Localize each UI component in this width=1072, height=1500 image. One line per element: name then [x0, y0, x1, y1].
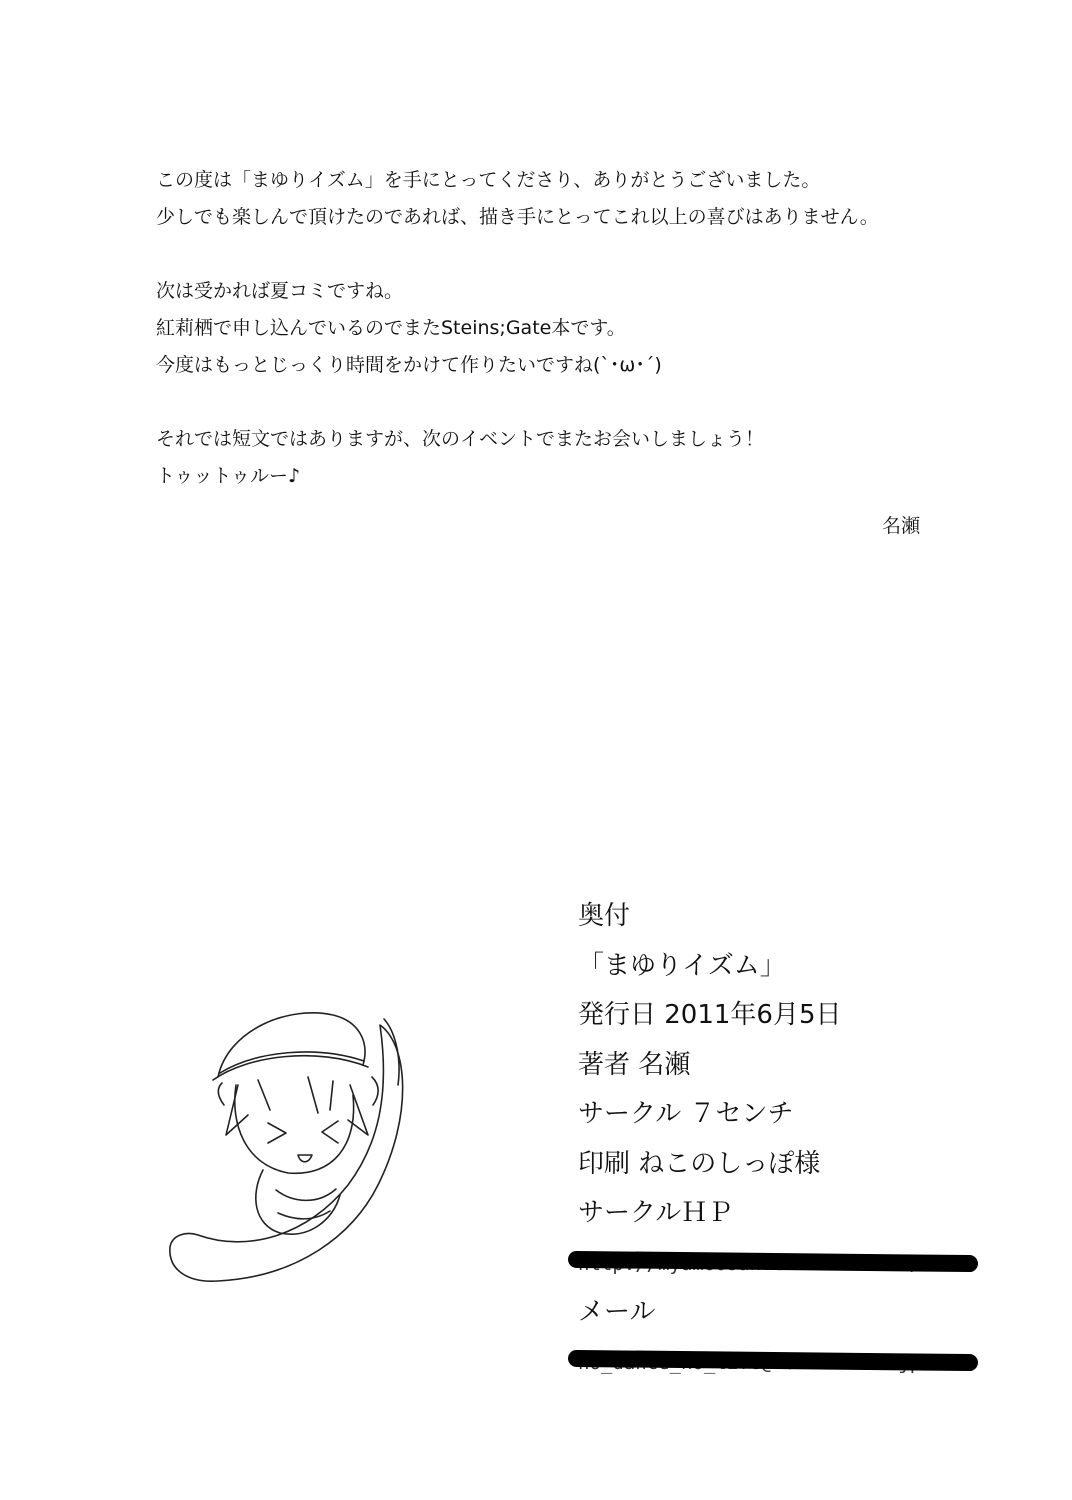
redaction-bar	[568, 1349, 978, 1370]
hat-stroke	[213, 1056, 368, 1080]
paragraph-gap	[156, 236, 976, 273]
afterword-line: 次は受かれば夏コミですね。	[156, 280, 404, 302]
colophon-heading: 奥付	[578, 901, 631, 931]
afterword-line: この度は「まゆりイズム」を手にとってくださり、ありがとうございました。	[156, 169, 821, 191]
hat-stroke	[220, 1052, 364, 1073]
printer: 印刷 ねこのしっぽ様	[578, 1148, 821, 1179]
arm-stroke	[276, 1189, 336, 1200]
hair-stroke	[258, 1077, 333, 1113]
afterword-line: トゥットゥルー♪	[156, 465, 301, 487]
mouth-stroke	[298, 1155, 312, 1162]
afterword	[156, 162, 976, 495]
mail-label: メール	[578, 1297, 656, 1327]
body-stroke	[256, 1170, 340, 1234]
afterword-line: 今度はもっとじっくり時間をかけて作りたいですね(`･ω･´)	[156, 354, 662, 376]
publish-date: 発行日 2011年6月5日	[578, 1000, 842, 1030]
signature: 名瀬	[882, 515, 921, 537]
arm-stroke	[278, 1211, 330, 1219]
eye-stroke	[322, 1121, 338, 1143]
circle-hp-label: サークルＨＰ	[578, 1198, 734, 1228]
colophon	[578, 892, 998, 1387]
afterword-line: 紅莉栖で申し込んでいるのでまたSteins;Gate本です。	[156, 317, 626, 339]
circle-name: サークル ７センチ	[578, 1099, 794, 1129]
face-stroke	[235, 1085, 354, 1173]
redacted-url	[578, 1239, 998, 1289]
tail-stroke	[170, 1025, 403, 1281]
paragraph-gap	[156, 384, 976, 421]
redacted-email	[578, 1338, 998, 1388]
hat-stroke	[218, 1013, 365, 1077]
eye-stroke	[268, 1123, 286, 1143]
afterword-line: それでは短文ではありますが、次のイベントでまたお会いしましょう！	[156, 428, 765, 450]
redaction-bar	[568, 1250, 978, 1271]
chibi-character-illustration	[158, 985, 438, 1285]
afterword-line: 少しでも楽しんで頂けたのであれば、描き手にとってこれ以上の喜びはありません。	[156, 206, 879, 228]
author: 著者 名瀬	[578, 1049, 691, 1080]
hair-stroke	[226, 1085, 368, 1135]
book-title: 「まゆりイズム」	[578, 950, 786, 981]
